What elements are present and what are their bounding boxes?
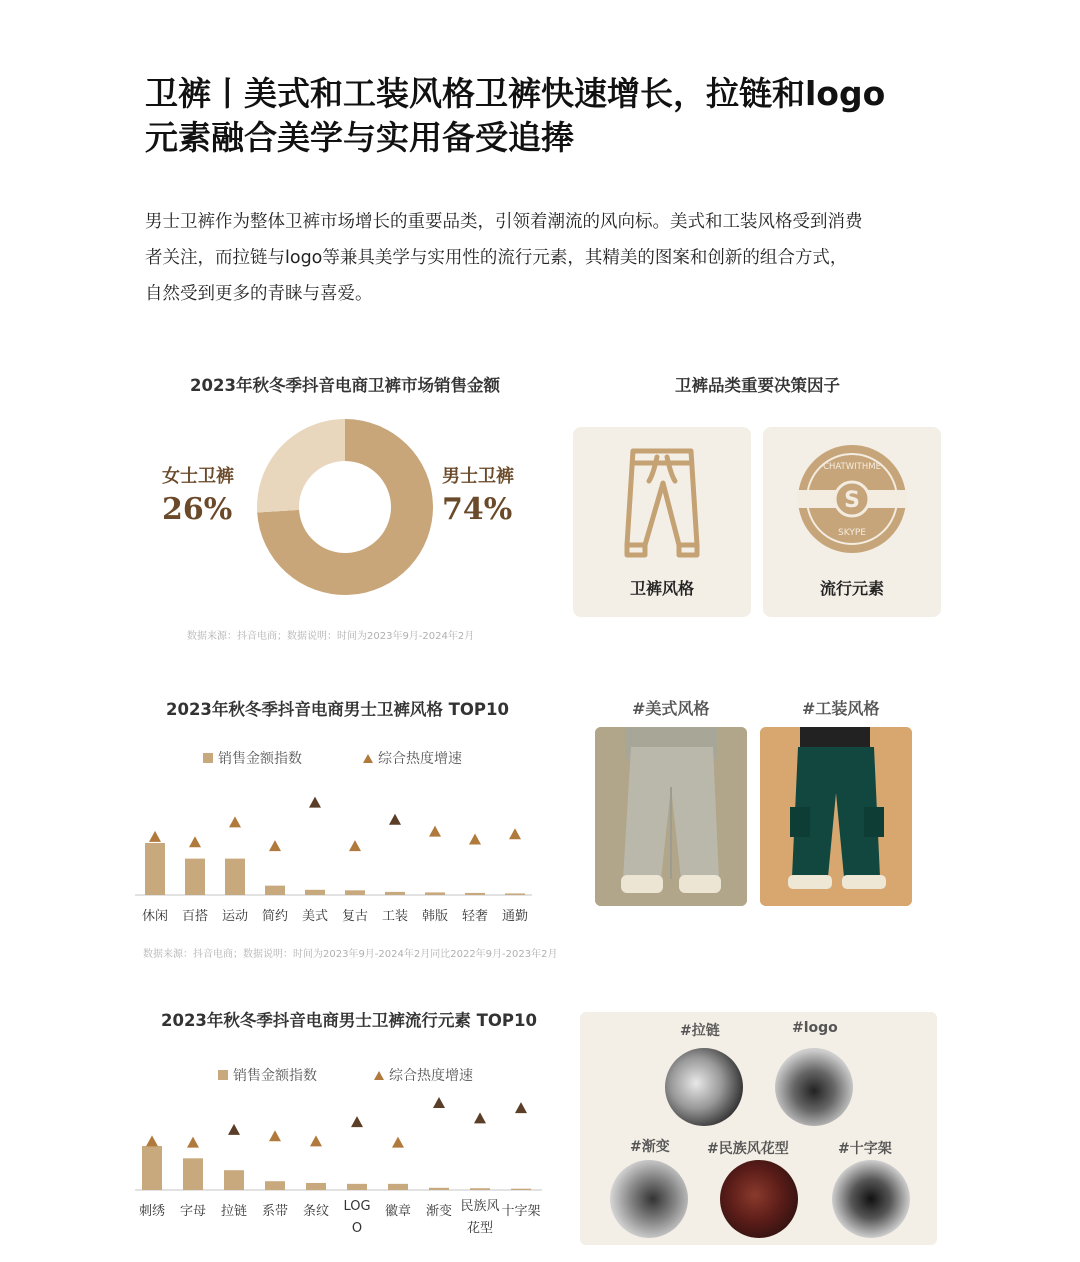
bar-10 xyxy=(505,893,525,895)
workwear-style-tag: #工装风格 xyxy=(802,699,880,718)
bar-4 xyxy=(265,1181,285,1190)
bar-2 xyxy=(185,859,205,895)
style-legend-bar xyxy=(203,748,302,768)
ethnic-pattern-tag: #民族风花型 xyxy=(707,1141,789,1157)
element-factor-label: 流行元素 xyxy=(819,579,884,598)
x-label-9: 轻奢 xyxy=(461,909,489,924)
growth-marker-4 xyxy=(269,1130,281,1141)
cross-photo xyxy=(832,1160,910,1238)
growth-marker-8 xyxy=(433,1097,445,1108)
workwear-style-photo xyxy=(760,727,912,906)
style-legend-tri-text: 综合热度增速 xyxy=(378,751,462,767)
gradient-tag: #渐变 xyxy=(630,1139,670,1155)
bar-3 xyxy=(225,859,245,895)
bar-9 xyxy=(470,1188,490,1190)
bar-8 xyxy=(429,1188,449,1190)
bar-4 xyxy=(265,886,285,895)
growth-marker-2 xyxy=(187,1137,199,1148)
growth-marker-3 xyxy=(228,1124,240,1135)
legend-bar-swatch xyxy=(218,1070,228,1080)
male-percent: 74% xyxy=(442,492,513,527)
intro-paragraph xyxy=(145,204,945,312)
element-legend-tri-text: 综合热度增速 xyxy=(389,1068,473,1084)
growth-marker-2 xyxy=(189,836,201,847)
element-legend-triangle xyxy=(374,1065,473,1085)
green-cargo-pants-image xyxy=(760,727,912,906)
growth-marker-4 xyxy=(269,840,281,851)
bar-5 xyxy=(305,890,325,895)
sweatpants-icon xyxy=(573,427,751,577)
bar-10 xyxy=(511,1189,531,1190)
element-legend-bar-text: 销售金额指数 xyxy=(233,1068,317,1084)
x-label-1: 休闲 xyxy=(141,909,169,924)
element-chart-title: 2023年秋冬季抖音电商男士卫裤流行元素 TOP10 xyxy=(160,1011,537,1030)
badge-top-text: CHATWITHME xyxy=(823,462,881,472)
intro-line-3: 自然受到更多的青睐与喜爱。 xyxy=(145,284,373,304)
growth-marker-9 xyxy=(474,1112,486,1123)
growth-marker-5 xyxy=(309,797,321,808)
element-top10-chart xyxy=(130,1095,550,1245)
element-factor-card xyxy=(763,427,941,617)
grey-sweatpants-image xyxy=(595,727,747,906)
growth-marker-6 xyxy=(349,840,361,851)
style-legend-triangle xyxy=(363,748,462,768)
x-label-3: 运动 xyxy=(221,909,249,924)
growth-marker-5 xyxy=(310,1135,322,1146)
market-chart-title: 2023年秋冬季抖音电商卫裤市场销售金额 xyxy=(190,376,500,395)
x-label-7: 工装 xyxy=(381,909,409,924)
bar-9 xyxy=(465,893,485,895)
gradient-photo xyxy=(610,1160,688,1238)
x-label-8: 渐变 xyxy=(425,1204,453,1219)
logo-photo xyxy=(775,1048,853,1126)
page-title xyxy=(145,72,965,160)
x-label-9: 民族风 xyxy=(460,1199,500,1214)
x-label-7: 徽章 xyxy=(384,1204,412,1219)
legend-triangle-swatch xyxy=(363,754,373,763)
page-title-line2: 元素融合美学与实用备受追捧 xyxy=(145,118,574,157)
bar-6 xyxy=(347,1184,367,1190)
bar-7 xyxy=(385,892,405,895)
legend-triangle-swatch xyxy=(374,1071,384,1080)
x-label-8: 韩版 xyxy=(421,909,449,924)
page-title-line1: 卫裤丨美式和工装风格卫裤快速增长，拉链和logo xyxy=(145,74,886,113)
x-label-10: 通勤 xyxy=(501,909,529,924)
growth-marker-3 xyxy=(229,816,241,827)
x-label-10: 十字架 xyxy=(501,1204,541,1219)
badge-bottom-text: SKYPE xyxy=(838,528,866,538)
factors-title: 卫裤品类重要决策因子 xyxy=(675,376,840,395)
element-photo-panel xyxy=(580,1012,937,1245)
bar-6 xyxy=(345,890,365,895)
x-label-6: LOG xyxy=(343,1199,371,1214)
intro-line-1: 男士卫裤作为整体卫裤市场增长的重要品类，引领着潮流的风向标。美式和工装风格受到消费 xyxy=(145,212,863,232)
zipper-photo xyxy=(665,1048,743,1126)
x-label-2: 字母 xyxy=(179,1204,207,1219)
zipper-tag: #拉链 xyxy=(680,1023,720,1039)
x-label-6-cont: O xyxy=(351,1221,363,1236)
growth-marker-9 xyxy=(469,834,481,845)
growth-marker-1 xyxy=(146,1135,158,1146)
growth-marker-1 xyxy=(149,831,161,842)
growth-marker-10 xyxy=(509,828,521,839)
cross-tag: #十字架 xyxy=(838,1141,892,1157)
market-donut-chart xyxy=(255,417,435,597)
x-label-9-cont: 花型 xyxy=(466,1221,494,1236)
style-chart-title: 2023年秋冬季抖音电商男士卫裤风格 TOP10 xyxy=(165,700,509,719)
bar-3 xyxy=(224,1170,244,1190)
style-factor-card xyxy=(573,427,751,617)
growth-marker-7 xyxy=(392,1137,404,1148)
female-label: 女士卫裤 xyxy=(162,466,234,487)
growth-marker-8 xyxy=(429,826,441,837)
bar-7 xyxy=(388,1184,408,1190)
bar-1 xyxy=(142,1146,162,1190)
x-label-2: 百搭 xyxy=(181,909,209,924)
growth-marker-10 xyxy=(515,1102,527,1113)
style-factor-label: 卫裤风格 xyxy=(629,579,694,598)
badge-letter: S xyxy=(844,488,860,513)
american-style-photo xyxy=(595,727,747,906)
male-share-label xyxy=(442,462,514,527)
growth-marker-7 xyxy=(389,814,401,825)
bar-2 xyxy=(183,1158,203,1190)
x-label-5: 美式 xyxy=(301,909,329,924)
intro-line-2: 者关注，而拉链与logo等兼具美学与实用性的流行元素，其精美的图案和创新的组合方式， xyxy=(145,248,848,268)
growth-marker-6 xyxy=(351,1116,363,1127)
bar-5 xyxy=(306,1183,326,1190)
style-top10-chart xyxy=(130,780,540,930)
x-label-1: 刺绣 xyxy=(138,1204,166,1219)
american-style-tag: #美式风格 xyxy=(632,699,710,718)
female-percent: 26% xyxy=(162,492,233,527)
x-label-3: 拉链 xyxy=(220,1204,248,1219)
x-label-5: 条纹 xyxy=(302,1204,330,1219)
ethnic-pattern-photo xyxy=(720,1160,798,1238)
bar-8 xyxy=(425,892,445,895)
x-label-4: 简约 xyxy=(261,909,289,924)
style-legend-bar-text: 销售金额指数 xyxy=(218,751,302,767)
x-label-4: 系带 xyxy=(261,1204,289,1219)
male-label: 男士卫裤 xyxy=(442,466,514,487)
style-source-note: 数据来源：抖音电商；数据说明：时间为2023年9月-2024年2月同比2022年9月-2023年2月 xyxy=(143,949,558,960)
x-label-6: 复古 xyxy=(341,909,369,924)
element-legend-bar xyxy=(218,1065,317,1085)
logo-tag: #logo xyxy=(792,1020,838,1036)
legend-bar-swatch xyxy=(203,753,213,763)
female-share-label xyxy=(162,462,234,527)
donut-slice-female xyxy=(257,419,345,513)
bar-1 xyxy=(145,843,165,895)
market-source-note: 数据来源：抖音电商；数据说明：时间为2023年9月-2024年2月 xyxy=(187,631,475,642)
badge-icon xyxy=(763,427,941,577)
